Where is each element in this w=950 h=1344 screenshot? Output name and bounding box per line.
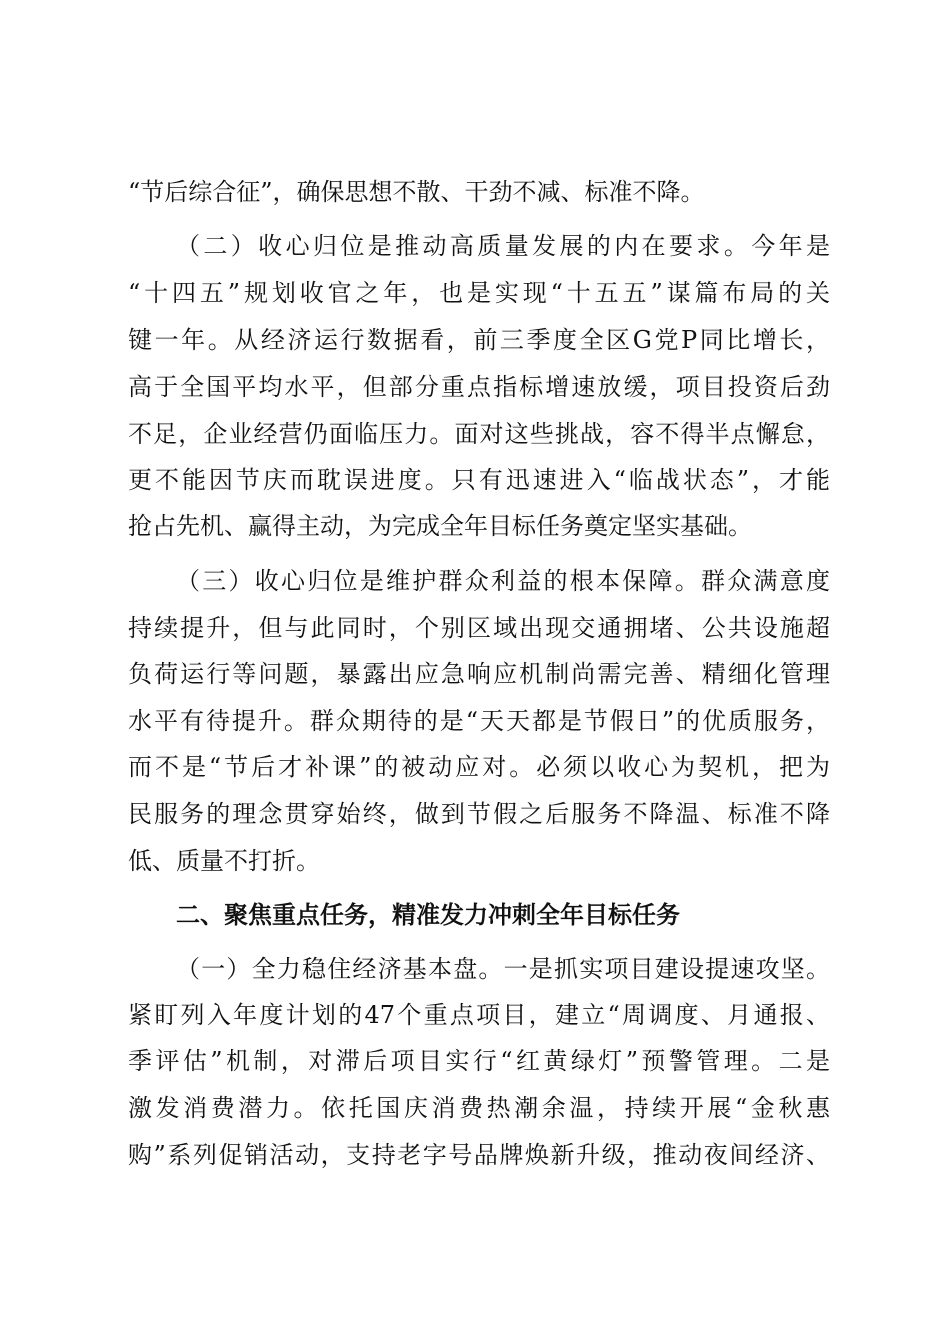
paragraph-line: 低、质量不打折。: [128, 847, 320, 875]
paragraph-line: 抢占先机、赢得主动，为完成全年目标任务奠定坚实基础。: [128, 512, 752, 540]
paragraph-line: 水平有待提升。群众期待的是“天天都是节假日”的优质服务，: [128, 707, 830, 735]
paragraph-line: “节后综合征”，确保思想不散、干劲不减、标准不降。: [128, 178, 705, 206]
paragraph-line: 季评估”机制，对滞后项目实行“红黄绿灯”预警管理。二是: [128, 1047, 830, 1075]
paragraph-line: （二）收心归位是推动高质量发展的内在要求。今年是: [176, 232, 830, 260]
paragraph-line: 更不能因节庆而耽误进度。只有迅速进入“临战状态”，才能: [128, 466, 830, 494]
paragraph-line: 高于全国平均水平，但部分重点指标增速放缓，项目投资后劲: [128, 373, 830, 401]
paragraph-line: 紧盯列入年度计划的47个重点项目，建立“周调度、月通报、: [128, 1001, 830, 1029]
paragraph-line: （一）全力稳住经济基本盘。一是抓实项目建设提速攻坚。: [176, 955, 830, 983]
paragraph-line: 键一年。从经济运行数据看，前三季度全区G党P同比增长，: [128, 326, 830, 354]
paragraph-line: 不足，企业经营仍面临压力。面对这些挑战，容不得半点懈怠，: [128, 420, 830, 448]
paragraph-line: 负荷运行等问题，暴露出应急响应机制尚需完善、精细化管理: [128, 660, 830, 688]
paragraph-line: 持续提升，但与此同时，个别区域出现交通拥堵、公共设施超: [128, 614, 830, 642]
paragraph-line: 激发消费潜力。依托国庆消费热潮余温，持续开展“金秋惠: [128, 1094, 830, 1122]
paragraph-line: 购”系列促销活动，支持老字号品牌焕新升级，推动夜间经济、: [128, 1141, 830, 1169]
paragraph-line: 民服务的理念贯穿始终，做到节假之后服务不降温、标准不降: [128, 800, 830, 828]
paragraph-line: “十四五”规划收官之年，也是实现“十五五”谋篇布局的关: [128, 279, 830, 307]
paragraph-line: 而不是“节后才补课”的被动应对。必须以收心为契机，把为: [128, 753, 830, 781]
section-heading: 二、聚焦重点任务，精准发力冲刺全年目标任务: [176, 901, 680, 929]
paragraph-line: （三）收心归位是维护群众利益的根本保障。群众满意度: [176, 567, 830, 595]
